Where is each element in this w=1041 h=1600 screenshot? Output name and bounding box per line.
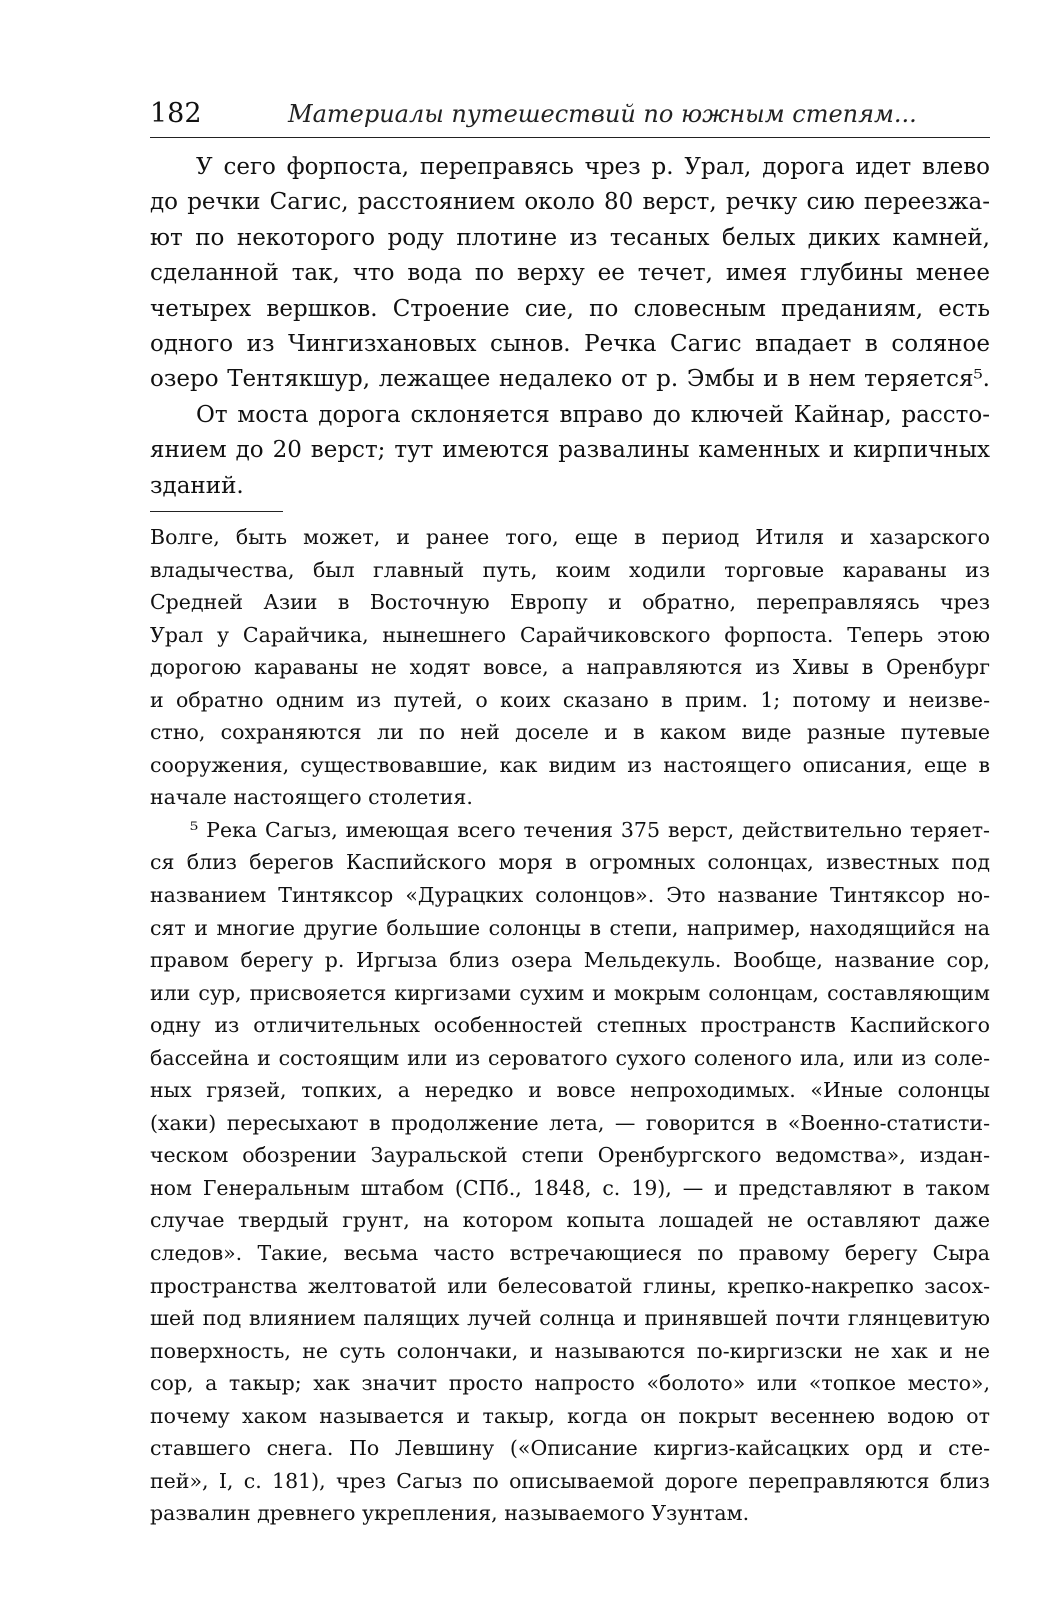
footnote-line: сооружения, существовавшие, как видим из настоящего описания, еще в bbox=[150, 752, 990, 777]
main-text-line: От моста дорога склоняется вправо до ключей Кайнар, рассто- bbox=[196, 401, 990, 428]
main-text-line: четырех вершков. Строение сие, по словесным преданиям, есть bbox=[150, 295, 990, 322]
footnote-5-line: ся близ берегов Каспийского моря в огромных солонцах, известных под bbox=[150, 850, 990, 875]
footnote-rule bbox=[150, 511, 283, 512]
footnote-5-line: случае твердый грунт, на котором копыта лошадей не оставляют даже bbox=[150, 1208, 990, 1233]
footnote-line: и обратно одним из путей, о коих сказано в прим. 1; потому и неизве- bbox=[150, 687, 990, 712]
footnote-5-line: ном Генеральным штабом (СПб., 1848, с. 19), — и представляют в таком bbox=[150, 1175, 990, 1200]
main-text-line: янием до 20 верст; тут имеются развалины каменных и кирпичных bbox=[150, 437, 990, 464]
footnote-5-line: ⁵ Река Сагыз, имеющая всего течения 375 верст, действительно теряет- bbox=[190, 817, 990, 842]
footnote-5-line: ных грязей, топких, а нередко и вовсе непроходимых. «Иные солонцы bbox=[150, 1078, 990, 1103]
footnote-5-line: ставшего снега. По Левшину («Описание киргиз-кайсацких орд и сте- bbox=[150, 1436, 990, 1461]
running-title: Материалы путешествий по южным степям... bbox=[288, 100, 917, 128]
footnote-5-line: следов». Такие, весьма часто встречающиеся по правому берегу Сыра bbox=[150, 1241, 990, 1266]
main-text-line: одного из Чингизхановых сынов. Речка Сагис впадает в соляное bbox=[150, 330, 990, 357]
footnote-5-line: развалин древнего укрепления, называемого Узунтам. bbox=[150, 1501, 750, 1526]
footnote-line: дорогою караваны не ходят вовсе, а направляются из Хивы в Оренбург bbox=[150, 655, 990, 680]
page-number: 182 bbox=[150, 98, 202, 129]
main-text-line: сделанной так, что вода по верху ее течет, имея глубины менее bbox=[150, 260, 990, 287]
main-text bbox=[150, 150, 990, 504]
header-rule bbox=[150, 137, 990, 138]
footnote-line: Средней Азии в Восточную Европу и обратно, переправляясь чрез bbox=[150, 590, 990, 615]
footnote-line: Волге, быть может, и ранее того, еще в период Итиля и хазарского bbox=[150, 525, 990, 549]
footnote-5-line: сор, а такыр; хак значит просто напросто «болото» или «топкое место», bbox=[150, 1371, 990, 1396]
footnote-5-line: почему хаком называется и такыр, когда он покрыт весеннею водою от bbox=[150, 1403, 990, 1428]
footnote-5-line: или сур, присвояется киргизами сухим и мокрым солонцам, составляющим bbox=[150, 980, 990, 1005]
page-header bbox=[150, 98, 990, 138]
footnote-line: владычества, был главный путь, коим ходили торговые караваны из bbox=[150, 557, 990, 582]
footnote-5-line: пей», I, с. 181), чрез Сагыз по описываемой дороге переправляются близ bbox=[150, 1468, 990, 1493]
footnote-5-line: правом берегу р. Иргыза близ озера Мельдекуль. Вообще, название сор, bbox=[150, 948, 990, 973]
footnotes bbox=[150, 521, 990, 1530]
main-text-line: ют по некоторого роду плотине из тесаных белых диких камней, bbox=[150, 224, 990, 251]
footnote-line: начале настоящего столетия. bbox=[150, 785, 473, 810]
main-text-line: У сего форпоста, переправясь чрез р. Урал, дорога идет влево bbox=[196, 154, 990, 180]
footnote-5-line: шей под влиянием палящих лучей солнца и принявшей почти глянцевитую bbox=[150, 1306, 990, 1331]
footnote-5-line: (хаки) пересыхают в продолжение лета, — говорится в «Военно-статисти- bbox=[150, 1110, 990, 1135]
footnote-5-line: сят и многие другие большие солонцы в степи, например, находящийся на bbox=[150, 915, 990, 940]
footnote-5-line: одну из отличительных особенностей степных пространств Каспийского bbox=[150, 1013, 990, 1038]
footnote-5-line: названием Тинтяксор «Дурацких солонцов». Это название Тинтяксор но- bbox=[150, 883, 990, 908]
main-text-line: озеро Тентякшур, лежащее недалеко от р. Эмбы и в нем теряется⁵. bbox=[150, 366, 990, 393]
main-text-line: зданий. bbox=[150, 472, 244, 499]
footnote-5-line: пространства желтоватой или белесоватой глины, крепко-накрепко засох- bbox=[150, 1273, 990, 1298]
footnote-line: Урал у Сарайчика, нынешнего Сарайчиковского форпоста. Теперь этою bbox=[150, 622, 990, 647]
footnote-line: стно, сохраняются ли по ней доселе и в каком виде разные путевые bbox=[150, 720, 990, 745]
footnote-5-line: бассейна и состоящим или из сероватого сухого соленого ила, или из соле- bbox=[150, 1045, 990, 1070]
footnote-5-line: поверхность, не суть солончаки, и называются по-киргизски не хак и не bbox=[150, 1338, 990, 1363]
main-text-line: до речки Сагис, расстоянием около 80 верст, речку сию переезжа- bbox=[150, 189, 990, 216]
footnote-5-line: ческом обозрении Зауральской степи Оренбургского ведомства», издан- bbox=[150, 1143, 990, 1168]
